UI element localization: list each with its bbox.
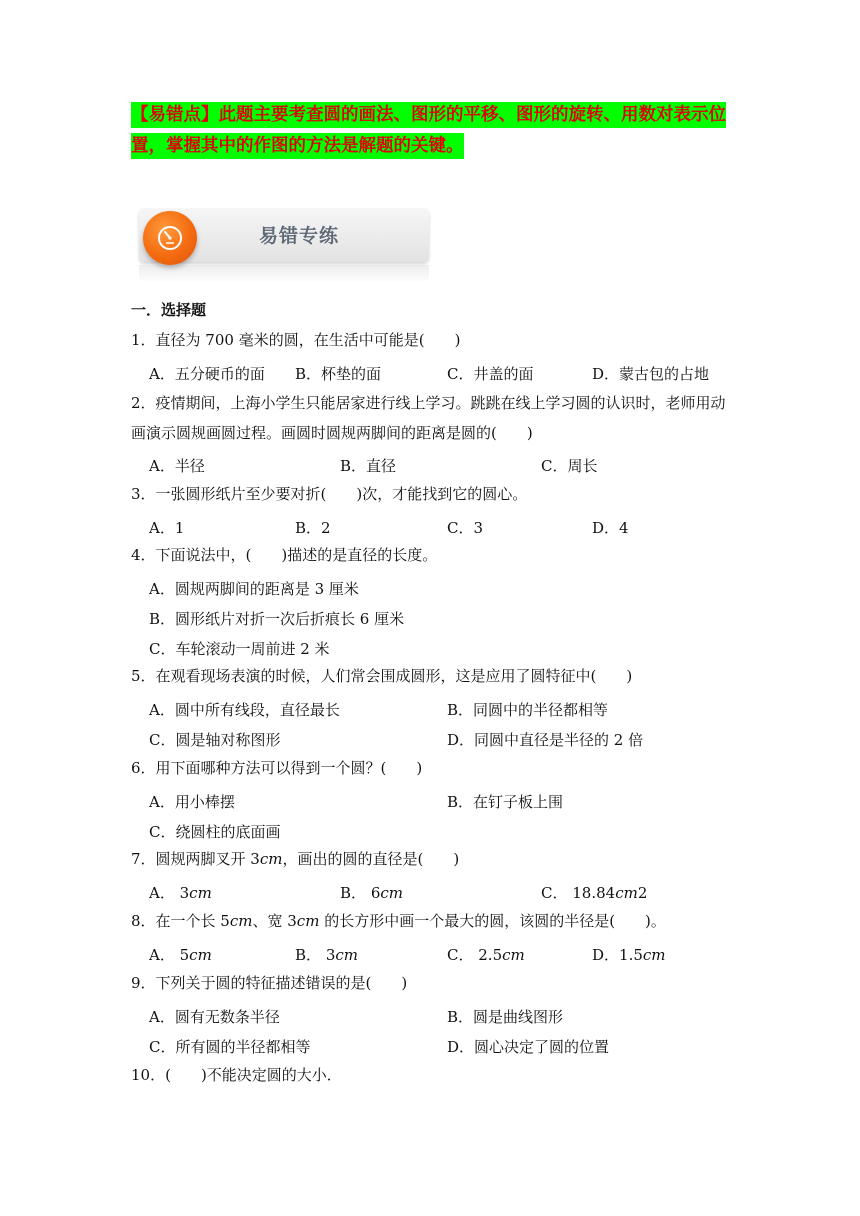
q2-option-c: C．周长 <box>541 457 598 475</box>
q8-option-a: A． 5cm <box>149 946 212 964</box>
q5-option-a: A．圆中所有线段，直径最长 <box>149 701 340 719</box>
section-title: 一．选择题 <box>131 301 207 319</box>
q6-option-a: A．用小棒摆 <box>149 793 235 811</box>
banner-reflection <box>139 265 429 283</box>
banner-title: 易错专练 <box>259 225 340 247</box>
note-line1: 此题主要考查圆的画法、图形的平移、图形的旋转、用数对表示位 <box>219 102 727 128</box>
q8-option-c: C． 2.5cm <box>447 946 525 964</box>
q5-option-b: B．同圆中的半径都相等 <box>447 701 609 719</box>
question-10: 10．( )不能决定圆的大小． <box>131 1066 342 1084</box>
question-2-line2: 画演示圆规画圆过程。画圆时圆规两脚间的距离是圆的( ) <box>131 424 533 442</box>
q9-option-d: D．圆心决定了圆的位置 <box>447 1038 610 1056</box>
q6-option-c: C．绕圆柱的底面画 <box>149 823 281 841</box>
q1-option-d: D．蒙古包的占地 <box>592 365 710 383</box>
q2-option-b: B．直径 <box>340 457 397 475</box>
q4-option-b: B．圆形纸片对折一次后折痕长 6 厘米 <box>149 610 405 628</box>
q9-option-a: A．圆有无数条半径 <box>149 1008 280 1026</box>
q9-option-c: C．所有圆的半径都相等 <box>149 1038 311 1056</box>
q1-option-a: A．五分硬币的面 <box>149 365 265 383</box>
q9-option-b: B．圆是曲线图形 <box>447 1008 564 1026</box>
q2-option-a: A．半径 <box>149 457 205 475</box>
question-8: 8．在一个长 5cm、宽 3cm 的长方形中画一个最大的圆，该圆的半径是( )。 <box>131 912 666 930</box>
note-line2: 置，掌握其中的作图的方法是解题的关键。 <box>131 133 464 159</box>
q5-option-c: C．圆是轴对称图形 <box>149 731 281 749</box>
question-7: 7．圆规两脚叉开 3cm，画出的圆的直径是( ) <box>131 850 460 868</box>
q3-option-d: D．4 <box>592 519 629 537</box>
note-tag: 【易错点】 <box>131 102 219 128</box>
question-6: 6．用下面哪种方法可以得到一个圆？( ) <box>131 759 423 777</box>
question-5: 5．在观看现场表演的时候，人们常会围成圆形，这是应用了圆特征中( ) <box>131 667 633 685</box>
q4-option-c: C．车轮滚动一周前进 2 米 <box>149 640 330 658</box>
error-point-note <box>131 100 731 162</box>
q1-option-b: B．杯垫的面 <box>295 365 382 383</box>
question-9: 9．下列关于圆的特征描述错误的是( ) <box>131 974 408 992</box>
q5-option-d: D．同圆中直径是半径的 2 倍 <box>447 731 644 749</box>
q8-option-b: B． 3cm <box>295 946 358 964</box>
q3-option-c: C．3 <box>447 519 484 537</box>
q7-option-c: C． 18.84cm2 <box>541 884 648 902</box>
q1-option-c: C．井盖的面 <box>447 365 534 383</box>
q7-option-a: A． 3cm <box>149 884 212 902</box>
question-1: 1．直径为 700 毫米的圆，在生活中可能是( ) <box>131 331 461 349</box>
clock-gauge-icon <box>143 211 197 265</box>
q3-option-a: A．1 <box>149 519 185 537</box>
q6-option-b: B．在钉子板上围 <box>447 793 564 811</box>
question-4: 4．下面说法中，( )描述的是直径的长度。 <box>131 546 438 564</box>
question-2-line1: 2．疫情期间，上海小学生只能居家进行线上学习。跳跳在线上学习圆的认识时，老师用动 <box>131 394 726 412</box>
q8-option-d: D．1.5cm <box>592 946 666 964</box>
q3-option-b: B．2 <box>295 519 331 537</box>
question-3: 3．一张圆形纸片至少要对折( )次，才能找到它的圆心。 <box>131 485 528 503</box>
q7-option-b: B． 6cm <box>340 884 403 902</box>
q4-option-a: A．圆规两脚间的距离是 3 厘米 <box>149 580 359 598</box>
section-banner <box>131 203 433 285</box>
